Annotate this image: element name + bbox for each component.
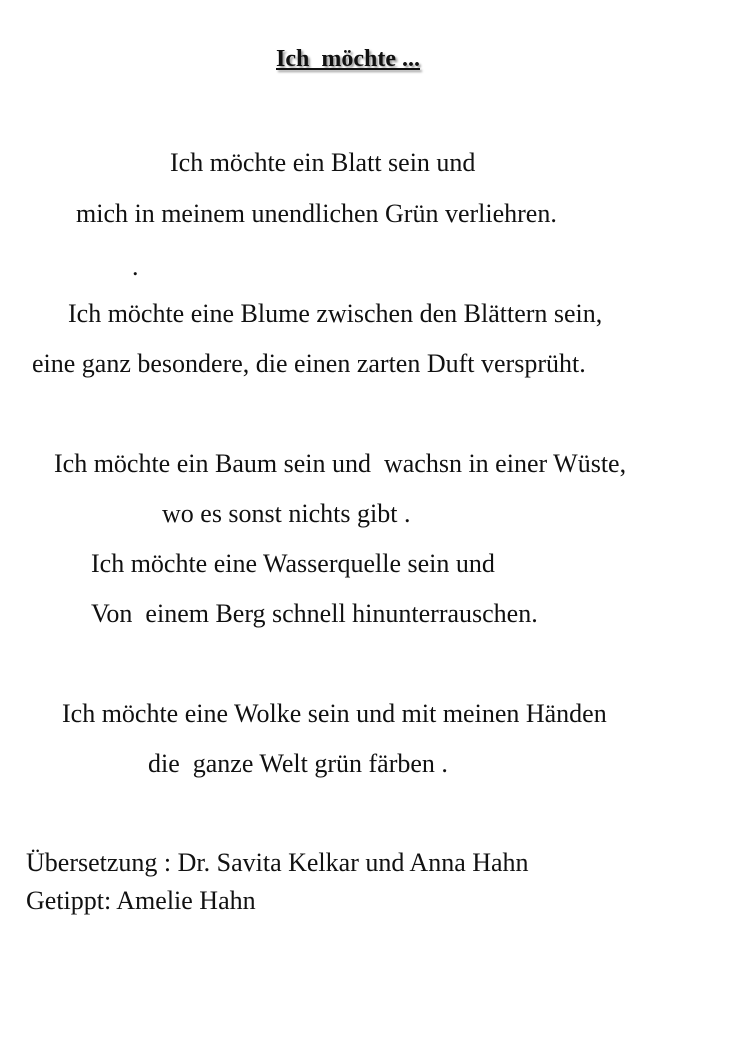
poem-line: .: [132, 252, 139, 281]
poem-line: mich in meinem unendlichen Grün verliehren.: [76, 199, 557, 228]
poem-line: Von einem Berg schnell hinunterrauschen.: [91, 599, 538, 628]
poem-line: wo es sonst nichts gibt .: [162, 499, 411, 528]
poem-line: Ich möchte eine Wasserquelle sein und: [91, 549, 495, 578]
poem-line: die ganze Welt grün färben .: [148, 749, 448, 778]
translation-credit: Übersetzung : Dr. Savita Kelkar und Anna Hahn: [26, 848, 529, 877]
poem-line: eine ganz besondere, die einen zarten Duft versprüht.: [32, 349, 586, 378]
poem-line: Ich möchte ein Blatt sein und: [170, 148, 476, 177]
poem-line: Ich möchte eine Blume zwischen den Blättern sein,: [68, 299, 603, 328]
poem-line: Ich möchte eine Wolke sein und mit meinen Händen: [62, 699, 607, 728]
poem-title: Ich möchte ...: [276, 46, 420, 72]
poem-line: Ich möchte ein Baum sein und wachsn in einer Wüste,: [54, 449, 627, 478]
typist-credit: Getippt: Amelie Hahn: [26, 886, 256, 915]
